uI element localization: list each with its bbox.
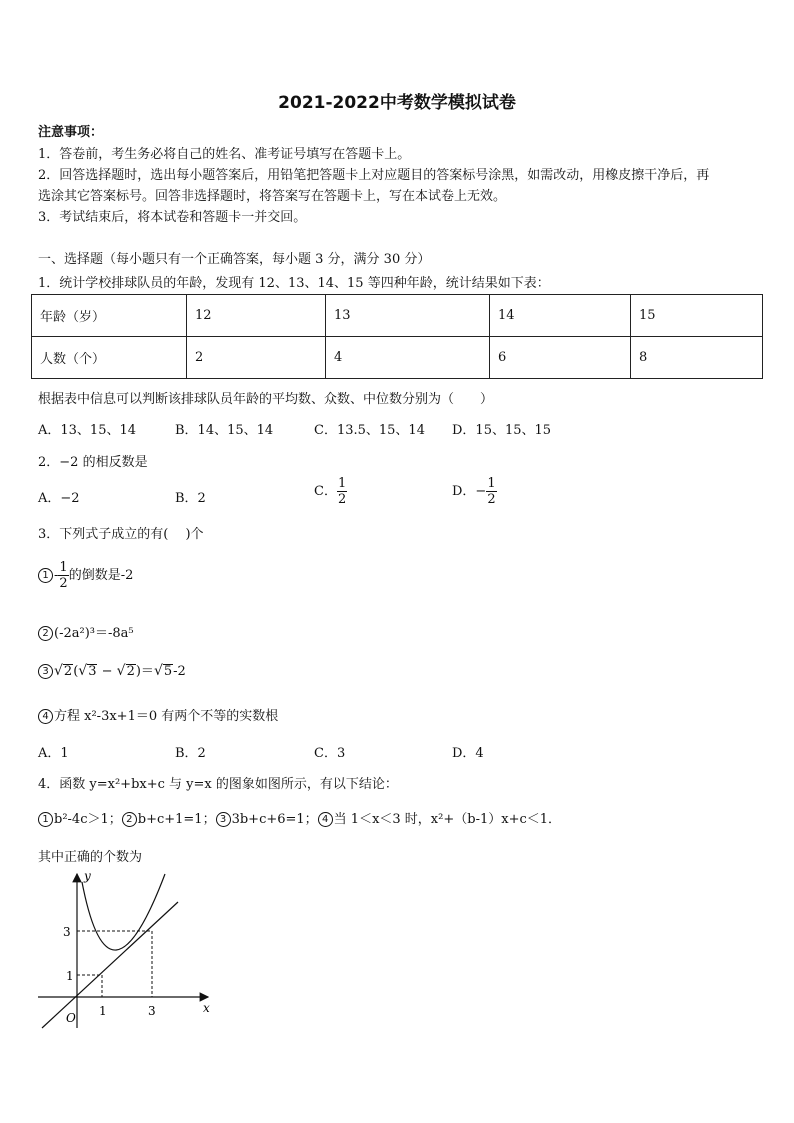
q1-option-c: C．13.5、15、14 <box>314 423 425 438</box>
section-heading: 一、选择题（每小题只有一个正确答案，每小题 3 分，满分 30 分） <box>38 252 431 267</box>
sqrt-icon: √ <box>54 663 63 679</box>
age-table <box>31 294 763 379</box>
sqrt-icon: √ <box>78 663 88 679</box>
circled-number-1: 1 <box>38 812 53 827</box>
table-cell: 年龄（岁） <box>32 295 187 337</box>
table-cell: 4 <box>326 337 490 379</box>
note-item-2-cont: 选涂其它答案标号。回答非选择题时，将答案写在答题卡上，写在本试卷上无效。 <box>38 189 507 204</box>
fraction <box>486 476 496 507</box>
circled-number-3: 3 <box>216 812 231 827</box>
statement-1-text: 的倒数是-2 <box>68 568 134 583</box>
y-axis-label: y <box>84 869 91 883</box>
origin-label: O <box>66 1011 76 1025</box>
q2-option-b: B．2 <box>175 491 206 506</box>
circled-number-3: 3 <box>38 664 53 679</box>
radicand: 2 <box>63 664 73 679</box>
question-1-question: 根据表中信息可以判断该排球队员年龄的平均数、众数、中位数分别为（ ） <box>38 392 494 407</box>
denominator: 2 <box>487 492 496 507</box>
table-cell: 14 <box>490 295 631 337</box>
sqrt-icon: √ <box>153 663 163 679</box>
y-tick-label: 3 <box>63 925 71 939</box>
q3-option-b: B．2 <box>175 746 206 761</box>
q1-option-b: B．14、15、14 <box>175 423 274 438</box>
table-row <box>32 337 763 379</box>
question-1-stem: 1．统计学校排球队员的年龄，发现有 12、13、14、15 等四种年龄，统计结果如下表： <box>38 276 550 291</box>
denominator: 2 <box>337 492 347 507</box>
circled-number-1: 1 <box>38 568 53 583</box>
note-item-1: 1．答卷前，考生务必将自己的姓名、准考证号填写在答题卡上。 <box>38 147 411 162</box>
q2-option-c <box>314 476 347 507</box>
table-cell: 15 <box>631 295 763 337</box>
conclusion-4: 当 1＜x＜3 时，x²+（b-1）x+c＜1． <box>333 812 562 827</box>
statement-2 <box>38 622 134 641</box>
option-label: D．− <box>452 484 487 499</box>
q3-option-a: A．1 <box>38 746 69 761</box>
statement-4 <box>38 705 278 724</box>
line-y-equals-x <box>42 902 178 1028</box>
fraction <box>58 560 68 591</box>
x-tick-label: 1 <box>99 1004 107 1018</box>
x-tick-label: 3 <box>148 1004 156 1018</box>
numerator: 1 <box>337 476 347 491</box>
q2-option-a: A．−2 <box>38 491 80 506</box>
conclusion-3: 3b+c+6=1； <box>231 812 318 827</box>
question-2-stem: 2．−2 的相反数是 <box>38 455 148 470</box>
q3-option-d: D．4 <box>452 746 484 761</box>
circled-number-2: 2 <box>122 812 137 827</box>
statement-1 <box>38 560 133 591</box>
page-title: 2021-2022中考数学模拟试卷 <box>278 93 516 113</box>
question-4-question: 其中正确的个数为 <box>38 850 143 865</box>
table-cell: 12 <box>187 295 326 337</box>
circled-number-4: 4 <box>318 812 333 827</box>
numerator: 1 <box>59 560 68 575</box>
parabola-curve <box>82 874 165 950</box>
table-cell: 13 <box>326 295 490 337</box>
numerator: 1 <box>487 476 496 491</box>
fraction <box>337 476 347 507</box>
denominator: 2 <box>59 576 68 591</box>
statement-1-sign: - <box>54 568 59 583</box>
q3-option-c: C．3 <box>314 746 346 761</box>
statement-3: 3 √2(√3 − √2)＝√5-2 <box>38 660 186 679</box>
table-cell: 人数（个） <box>32 337 187 379</box>
statement-2-text: (-2a²)³＝-8a⁵ <box>54 626 134 641</box>
radicand: 5 <box>163 664 173 679</box>
radicand: 2 <box>126 664 135 679</box>
radicand: 3 <box>88 664 97 679</box>
table-cell: 6 <box>490 337 631 379</box>
circled-number-4: 4 <box>38 709 53 724</box>
question-4-stem: 4．函数 y=x²+bx+c 与 y=x 的图象如图所示，有以下结论： <box>38 777 398 792</box>
conclusion-1: b²-4c＞1； <box>54 812 122 827</box>
function-graph <box>30 866 220 1032</box>
conclusion-2: b+c+1=1； <box>137 812 216 827</box>
question-3-stem: 3．下列式子成立的有( )个 <box>38 527 204 542</box>
option-label: C． <box>314 484 337 499</box>
q1-option-d: D．15、15、15 <box>452 423 552 438</box>
note-item-3: 3．考试结束后，将本试卷和答题卡一并交回。 <box>38 210 307 225</box>
note-item-2: 2．回答选择题时，选出每小题答案后，用铅笔把答题卡上对应题目的答案标号涂黑，如需改动，用橡皮擦干净后，再 <box>38 168 710 183</box>
y-tick-label: 1 <box>66 969 74 983</box>
table-cell: 8 <box>631 337 763 379</box>
x-axis-label: x <box>203 1001 210 1015</box>
notes-heading: 注意事项： <box>38 125 104 140</box>
statement-3-tail: -2 <box>173 664 186 679</box>
statement-4-text: 方程 x²-3x+1＝0 有两个不等的实数根 <box>54 709 279 724</box>
sqrt-icon: √ <box>116 663 126 679</box>
q2-option-d <box>452 476 497 507</box>
table-row <box>32 295 763 337</box>
table-cell: 2 <box>187 337 326 379</box>
circled-number-2: 2 <box>38 626 53 641</box>
conclusions-line <box>38 808 561 827</box>
q1-option-a: A．13、15、14 <box>38 423 137 438</box>
